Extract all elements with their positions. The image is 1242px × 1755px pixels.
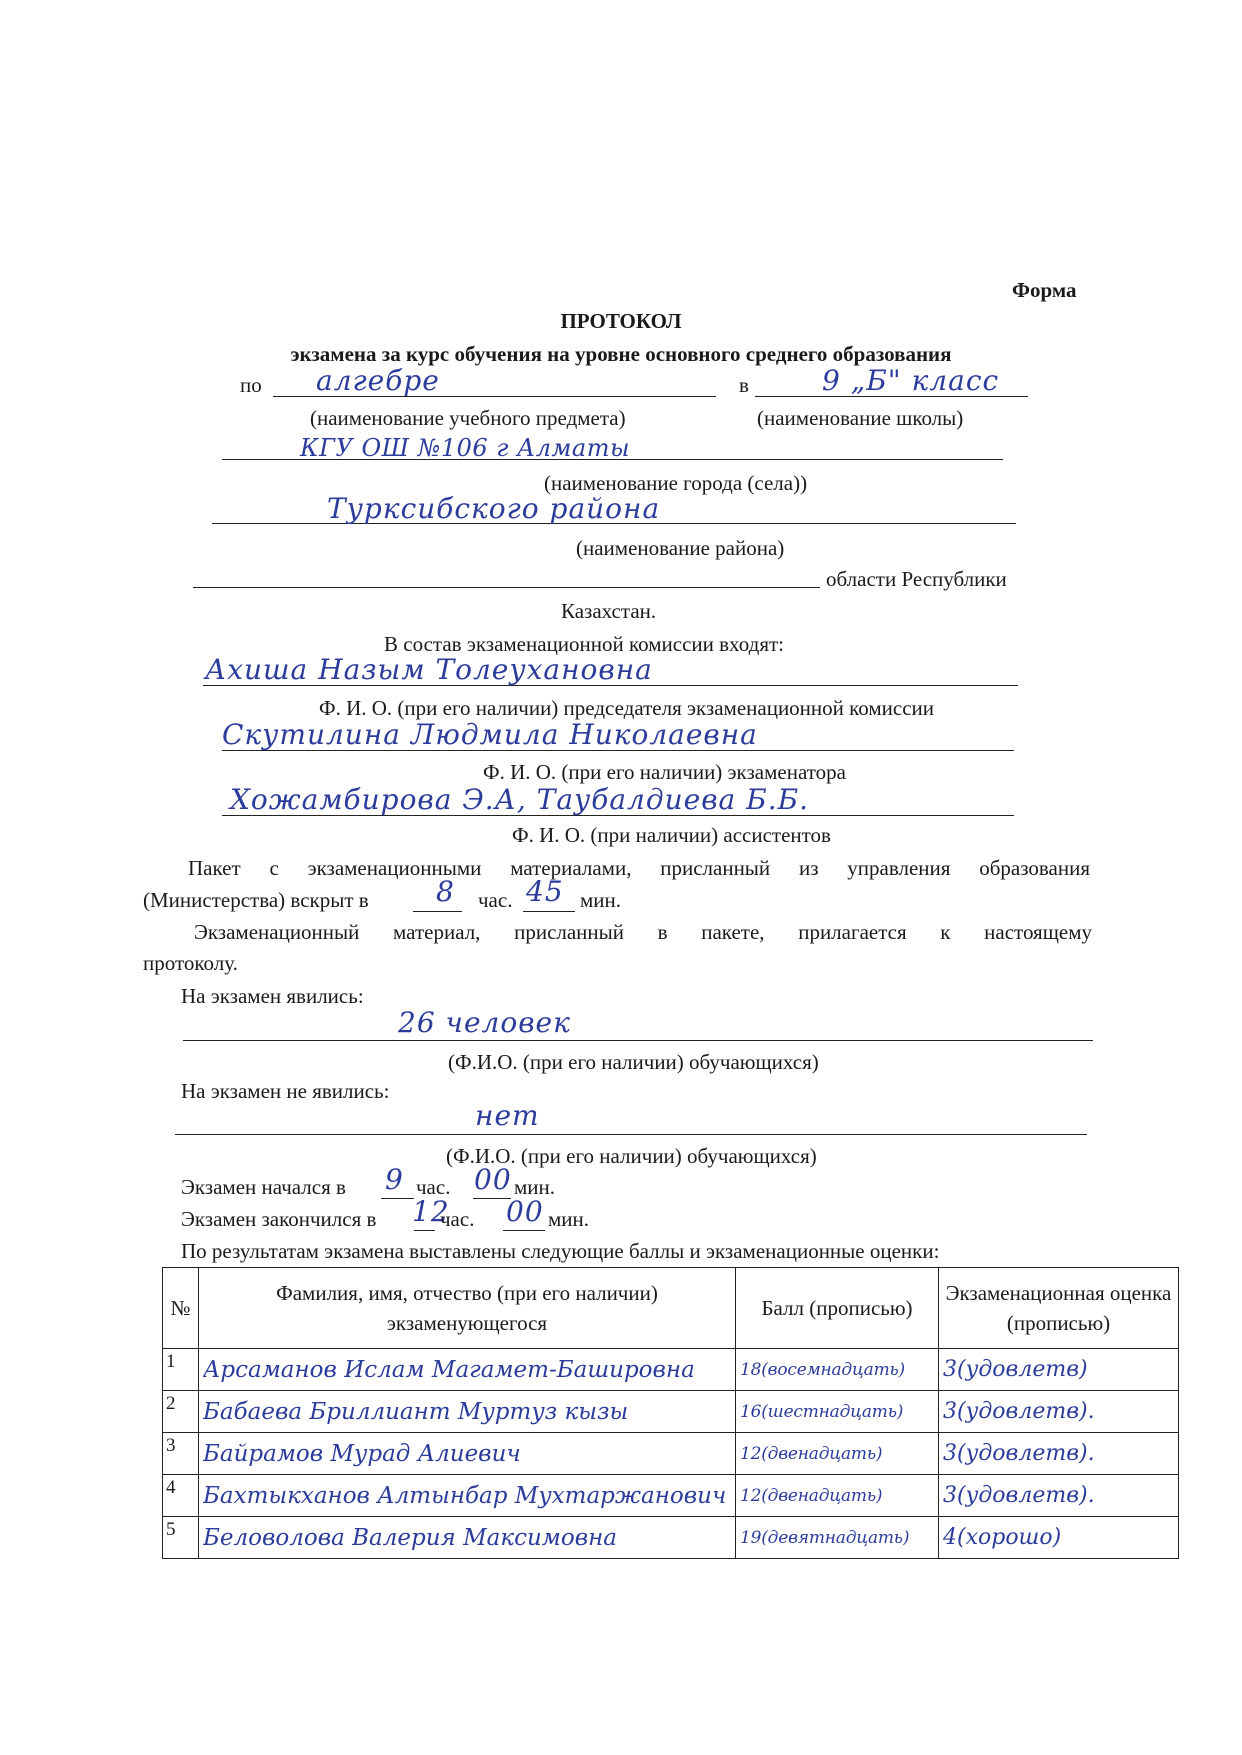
row-score bbox=[736, 1475, 939, 1517]
end-hour-line bbox=[414, 1230, 435, 1231]
min-label-3: мин. bbox=[548, 1207, 590, 1231]
school-hint: (наименование школы) bbox=[757, 406, 964, 430]
row-name-text: Беловолова Валерия Максимовна bbox=[203, 1524, 617, 1551]
package-line-1: Пакет с экзаменационными материалами, присланный из управления образования bbox=[188, 856, 1090, 880]
results-table bbox=[162, 1267, 1179, 1559]
row-grade bbox=[939, 1517, 1179, 1559]
material-line-1: Экзаменационный материал, присланный в пакете, прилагается к настоящему bbox=[194, 920, 1092, 944]
present-hint: (Ф.И.О. (при его наличии) обучающихся) bbox=[448, 1050, 819, 1074]
row-score-text: 19(девятнадцать) bbox=[740, 1527, 910, 1548]
chair-hint: Ф. И. О. (при его наличии) председателя экзаменационной комиссии bbox=[319, 696, 935, 720]
row-score-text: 12(двенадцать) bbox=[740, 1485, 883, 1506]
document-subtitle: экзамена за курс обучения на уровне основного среднего образования bbox=[290, 342, 952, 366]
header-num: № bbox=[163, 1268, 199, 1349]
handwritten-end-min: 00 bbox=[506, 1195, 544, 1228]
label-po: по bbox=[240, 373, 262, 397]
row-score-text: 16(шестнадцать) bbox=[740, 1401, 904, 1422]
row-num: 3 bbox=[163, 1433, 199, 1475]
row-grade bbox=[939, 1475, 1179, 1517]
assistants-hint: Ф. И. О. (при наличии) ассистентов bbox=[512, 823, 831, 847]
handwritten-absent: нет bbox=[475, 1099, 540, 1132]
absent-hint: (Ф.И.О. (при его наличии) обучающихся) bbox=[446, 1144, 817, 1168]
kazakhstan-label: Казахстан. bbox=[561, 599, 657, 623]
handwritten-examiner: Скутилина Людмила Николаевна bbox=[222, 718, 758, 751]
absent-line bbox=[175, 1134, 1087, 1135]
row-name bbox=[199, 1349, 736, 1391]
row-name-text: Арсаманов Ислам Магамет-Башировна bbox=[203, 1356, 695, 1383]
row-score bbox=[736, 1433, 939, 1475]
material-line-2: протоколу. bbox=[143, 951, 238, 975]
handwritten-start-min: 00 bbox=[474, 1163, 512, 1196]
row-name bbox=[199, 1517, 736, 1559]
row-name-text: Бабаева Бриллиант Муртуз кызы bbox=[203, 1398, 629, 1425]
present-label: На экзамен явились: bbox=[181, 984, 364, 1008]
hour-label-2: час. bbox=[416, 1175, 451, 1199]
table-header-row bbox=[163, 1268, 1179, 1349]
header-grade: Экзаменационная оценка (прописью) bbox=[939, 1268, 1179, 1349]
row-score bbox=[736, 1391, 939, 1433]
row-score-text: 12(двенадцать) bbox=[740, 1443, 883, 1464]
min-label-2: мин. bbox=[514, 1175, 556, 1199]
handwritten-school: КГУ ОШ №106 г Алматы bbox=[300, 434, 631, 462]
row-score bbox=[736, 1349, 939, 1391]
start-label: Экзамен начался в bbox=[181, 1175, 346, 1199]
row-grade-text: 4(хорошо) bbox=[943, 1525, 1062, 1550]
end-min-line bbox=[503, 1230, 545, 1231]
row-num: 2 bbox=[163, 1391, 199, 1433]
results-intro: По результатам экзамена выставлены следующие баллы и экзаменационные оценки: bbox=[181, 1239, 940, 1263]
handwritten-district: Турксибского района bbox=[327, 492, 661, 525]
handwritten-chair: Ахиша Назым Толеухановна bbox=[205, 653, 653, 686]
row-grade-text: 3(удовлетв). bbox=[943, 1441, 1095, 1466]
present-line bbox=[183, 1040, 1093, 1041]
document-title: ПРОТОКОЛ bbox=[560, 309, 682, 333]
row-num: 4 bbox=[163, 1475, 199, 1517]
row-grade bbox=[939, 1391, 1179, 1433]
hour-label-1: час. bbox=[478, 888, 513, 912]
table-row bbox=[163, 1475, 1179, 1517]
header-name: Фамилия, имя, отчество (при его наличии) экзаменующегося bbox=[199, 1268, 736, 1349]
subject-hint: (наименование учебного предмета) bbox=[310, 406, 626, 430]
row-grade-text: 3(удовлетв). bbox=[943, 1399, 1095, 1424]
handwritten-opened-hour: 8 bbox=[436, 875, 455, 908]
city-hint: (наименование города (села)) bbox=[544, 471, 808, 495]
row-grade-text: 3(удовлетв). bbox=[943, 1483, 1095, 1508]
row-grade bbox=[939, 1349, 1179, 1391]
region-suffix: области Республики bbox=[826, 567, 1007, 591]
district-hint: (наименование района) bbox=[576, 536, 785, 560]
end-label: Экзамен закончился в bbox=[181, 1207, 377, 1231]
handwritten-start-hour: 9 bbox=[385, 1163, 404, 1196]
min-label-1: мин. bbox=[580, 888, 622, 912]
row-name bbox=[199, 1433, 736, 1475]
row-num: 1 bbox=[163, 1349, 199, 1391]
handwritten-end-hour: 12 bbox=[412, 1195, 450, 1228]
row-name-text: Бахтыкханов Алтынбар Мухтаржанович bbox=[203, 1482, 727, 1509]
row-score bbox=[736, 1517, 939, 1559]
table-row bbox=[163, 1349, 1179, 1391]
handwritten-assistants: Хожамбирова Э.А, Таубалдиева Б.Б. bbox=[230, 783, 810, 816]
row-grade bbox=[939, 1433, 1179, 1475]
row-num: 5 bbox=[163, 1517, 199, 1559]
row-name-text: Байрамов Мурад Алиевич bbox=[203, 1440, 521, 1467]
row-grade-text: 3(удовлетв) bbox=[943, 1357, 1088, 1382]
opened-min-line bbox=[523, 911, 575, 912]
table-row bbox=[163, 1433, 1179, 1475]
handwritten-opened-min: 45 bbox=[526, 875, 564, 908]
handwritten-subject: алгебре bbox=[316, 364, 440, 397]
row-name bbox=[199, 1475, 736, 1517]
row-score-text: 18(восемнадцать) bbox=[740, 1359, 905, 1380]
table-row bbox=[163, 1391, 1179, 1433]
handwritten-present: 26 человек bbox=[398, 1006, 571, 1039]
form-label: Форма bbox=[1012, 278, 1077, 302]
examiner-hint: Ф. И. О. (при его наличии) экзаменатора bbox=[483, 760, 846, 784]
region-line bbox=[193, 587, 820, 588]
table-row bbox=[163, 1517, 1179, 1559]
package-line-2: (Министерства) вскрыт в bbox=[143, 888, 369, 912]
label-v: в bbox=[739, 373, 749, 397]
opened-hour-line bbox=[413, 911, 462, 912]
handwritten-class: 9 „Б" класс bbox=[822, 364, 1000, 397]
absent-label: На экзамен не явились: bbox=[181, 1079, 390, 1103]
header-score: Балл (прописью) bbox=[736, 1268, 939, 1349]
commission-intro: В состав экзаменационной комиссии входят: bbox=[384, 632, 785, 656]
start-hour-line bbox=[381, 1198, 414, 1199]
row-name bbox=[199, 1391, 736, 1433]
hour-label-3: час. bbox=[440, 1207, 475, 1231]
